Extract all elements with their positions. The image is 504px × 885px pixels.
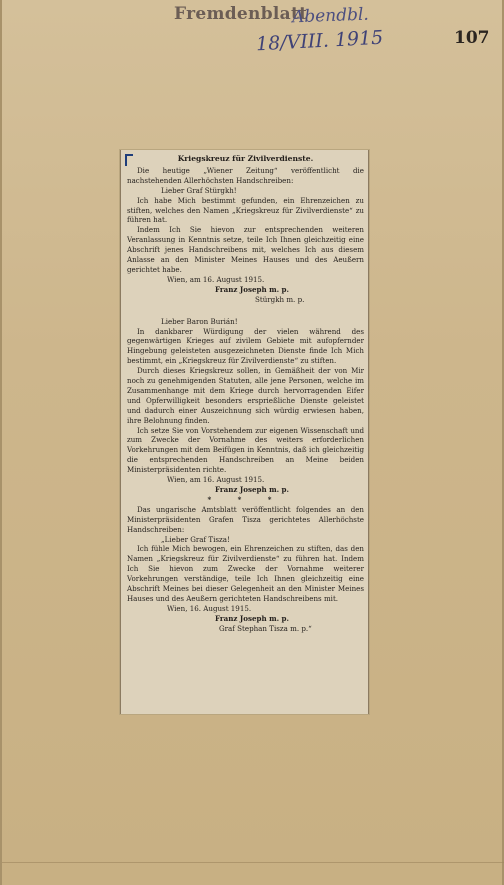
letter3-paragraph-1: Ich fühle Mich bewogen, ein Ehrenzeichen zu stiften, das den Namen „Kriegskreuz für Zivilverdienste“ zu führen hat. Indem Ich Sie hievon zum Zwecke der Vornahme weiterer Vorkehrungen verständige, teile Ich Ihnen gleichzeitig eine Abschrift Meines bei dieser Gelegenheit an den Minister Meines Hauses und des Aeußern gerichteten Handschreibens mit. [127, 544, 364, 603]
letter1-paragraph-1: Ich habe Mich bestimmt gefunden, ein Ehrenzeichen zu stiften, welches den Namen „Kriegskreuz für Zivilverdienste“ zu führen hat. [127, 195, 364, 225]
letter1-dateline: Wien, am 16. August 1915. [167, 274, 265, 284]
letter3-signature: Franz Joseph m. p. [215, 613, 289, 623]
newspaper-masthead: Fremdenblatt [174, 4, 308, 24]
letter1-signature: Franz Joseph m. p. [215, 284, 289, 294]
letter2-salutation: Lieber Baron Burián! [161, 316, 238, 326]
letter1-salutation: Lieber Graf Stürgkh! [161, 185, 237, 195]
hungarian-intro: Das ungarische Amtsblatt veröffentlicht folgendes an den Ministerpräsidenten Grafen Tisza gerichtetes Allerhöchste Handschreiben: [127, 504, 364, 534]
letter1-paragraph-2: Indem Ich Sie hievon zur entsprechenden weiteren Veranlassung in Kenntnis setze, teile Ich Ihnen gleichzeitig eine Abschrift jenes Handschreibens mit, welches Ich aus diesem Anlasse an den Minister Meines Hauses und des Aeußern gerichtet habe. [127, 225, 364, 274]
handwritten-date-note: 18/VIII. 1915 [255, 26, 384, 56]
corner-mark-icon [125, 154, 133, 166]
letter2-dateline: Wien, am 16. August 1915. [167, 475, 265, 485]
handwritten-edition-note: Abendbl. [291, 4, 370, 28]
letter3-countersign: Graf Stephan Tisza m. p.“ [219, 623, 312, 633]
letter1-countersign: Stürgkh m. p. [255, 294, 305, 304]
article-intro: Die heutige „Wiener Zeitung“ veröffentlicht die nachstehenden Allerhöchsten Handschreiben: [127, 165, 364, 185]
letter2-paragraph-1: In dankbarer Würdigung der vielen während des gegenwärtigen Krieges auf zivilem Gebiete mit aufopfernder Hingebung geleisteten ausgezeichneten Dienste finde Ich Mich bestimmt, ein „Kriegskreuz für Zivilverdienste“ zu stiften. [127, 326, 364, 366]
paper-fold-line [2, 862, 504, 863]
letter2-paragraph-2: Durch dieses Kriegskreuz sollen, in Gemäßheit der von Mir noch zu genehmigenden Statuten, alle jene Personen, welche im Zusammenhange mit dem Kriege durch hervorragenden Eifer und Opferwilligkeit besonders ersprießliche Dienste geleistet und dadurch einer Auszeichnung sich würdig erwiesen haben, ihre Belohnung finden. [127, 366, 364, 425]
spacer [127, 305, 364, 317]
letter2-signature: Franz Joseph m. p. [215, 485, 289, 494]
letter3-salutation: „Lieber Graf Tisza! [161, 534, 230, 544]
newspaper-clipping [120, 150, 369, 714]
article-title: Kriegskreuz für Zivilverdienste. [177, 154, 314, 163]
section-separator: * * * [207, 494, 284, 504]
letter2-paragraph-3: Ich setze Sie von Vorstehendem zur eigenen Wissenschaft und zum Zwecke der Vornahme des weiters erforderlichen Vorkehrungen mit dem Beifügen in Kenntnis, daß ich gleichzeitig die entsprechenden Handschreiben an Meine beiden Ministerpräsidenten richte. [127, 425, 364, 475]
page-number: 107 [454, 28, 490, 48]
letter3-dateline: Wien, 16. August 1915. [167, 603, 252, 613]
